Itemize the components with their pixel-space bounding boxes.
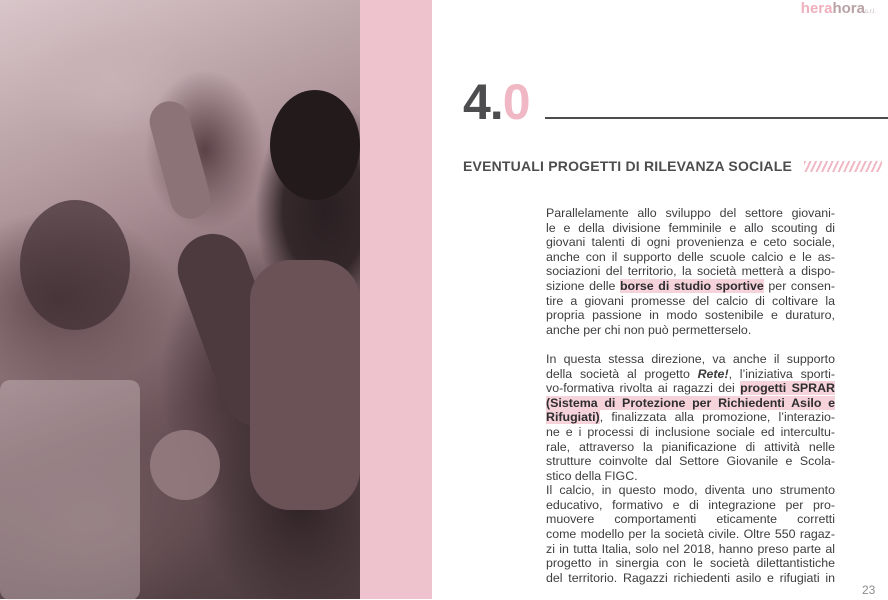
section-underline <box>545 117 888 119</box>
page-number: 23 <box>862 583 876 597</box>
paragraph-football-education: Il calcio, in questo modo, diventa uno strumento educativo, formativo e di integrazione per pro- muovere comportamenti eticamente corretti come modello per la società civile. Oltre 550 ragaz- zi in tutta Italia, solo nel 2018, hanno preso parte al progetto in sinergia con le società dilettantistiche del territorio. Ragazzi richiedenti asilo e rifugiati in <box>546 483 835 585</box>
section-number: 4.0 <box>463 74 530 130</box>
highlight-sprar: progetti SPRAR <box>740 381 835 396</box>
team-celebration-photo <box>0 0 360 599</box>
highlight-scholarships: borse di studio sportive <box>619 278 764 293</box>
paragraph-scholarships: Parallelamente allo sviluppo del settore giovani- le e della divisione femminile e allo scouting di giovani talenti di ogni provenienza e ceto sociale, anche con il supporto delle scuole calcio e le as- sociazioni del territorio, la società metterà a dispo- sizione delle borse di studio sportive per consen- tire a giovani promesse del calcio di coltivare la propria passione in modo sostenibile e duraturo, anche per chi non può permetterselo. <box>546 206 835 337</box>
decorative-hatch <box>804 161 882 172</box>
body-text <box>546 206 835 585</box>
pink-band <box>360 0 432 599</box>
company-logo: herahoras.r.l. <box>800 0 876 17</box>
section-title: EVENTUALI PROGETTI DI RILEVANZA SOCIALE <box>463 158 793 174</box>
paragraph-rete-project: In questa stessa direzione, va anche il supporto della società al progetto Rete!, l’iniziativa sporti- vo-formativa rivolta ai ragazzi dei progetti SPRAR (Sistema di Protezione per Richiedenti Asilo e Rifugiati), finalizzata alla promozione, l’interazio- ne e i processi di inclusione sociale ed intercultu- rale, attraverso la pianificazione di attività nelle strutture coinvolte dal Settore Giovanile e Scola- stico della FIGC. <box>546 351 835 483</box>
